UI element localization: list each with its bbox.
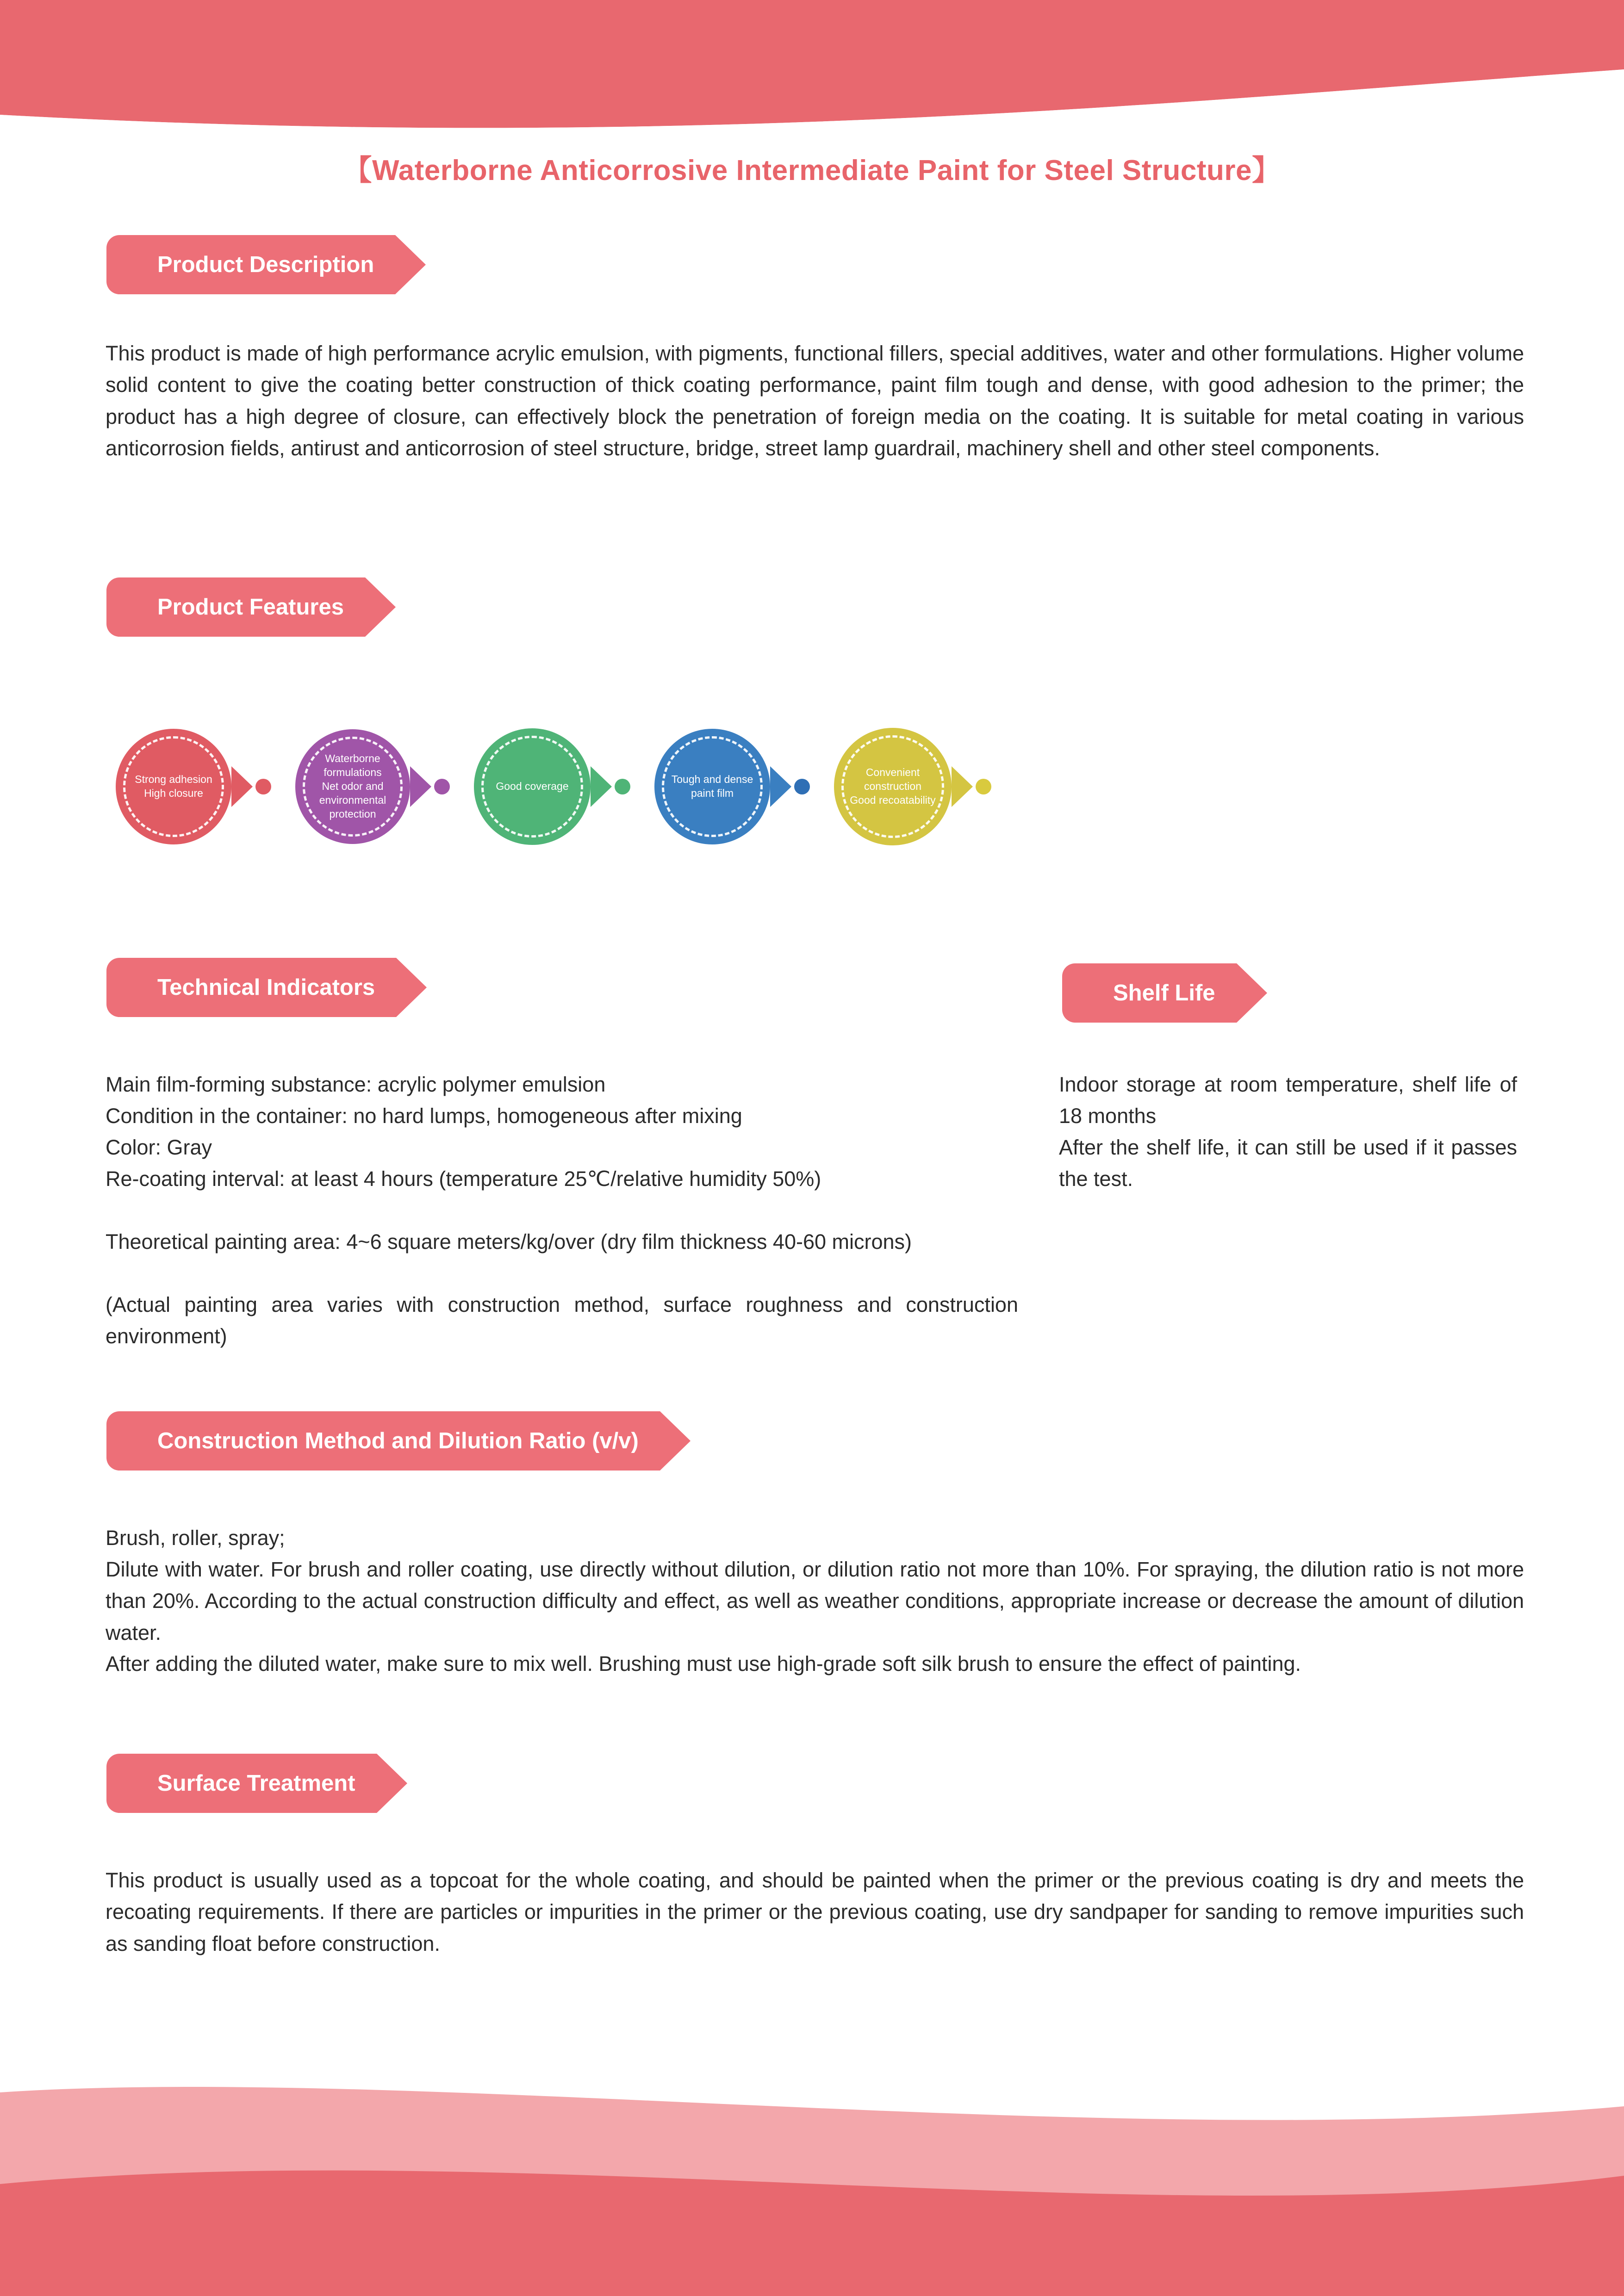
feature-label-5: Convenient construction Good recoatability: [850, 766, 936, 806]
top-wave-decoration: [0, 0, 1624, 153]
section-heading-label: Shelf Life: [1113, 980, 1215, 1005]
section-heading-label: Product Features: [157, 595, 344, 620]
bottom-wave-decoration: [0, 2037, 1624, 2296]
connector-dot-2: [434, 779, 450, 794]
technical-indicator-line-4: Re-coating interval: at least 4 hours (temperature 25℃/relative humidity 50%): [106, 1167, 821, 1191]
arrow-icon: [591, 766, 612, 807]
product-description-body: This product is made of high performance acrylic emulsion, with pigments, functional fillers, special additives, water and other formulations. Higher volume solid content to give the coating better construction of thick coating performance, paint film tough and dense, with good adhesion to the primer; the product has a high degree of closure, can effectively block the penetration of foreign media on the coating. It is suitable for metal coating in various anticorrosion fields, antirust and anticorrosion of steel structure, bridge, street lamp guardrail, machinery shell and other steel components.: [106, 341, 1524, 460]
section-heading-label: Product Description: [157, 252, 374, 277]
section-heading-construction-method: [106, 1411, 660, 1471]
shelf-life-line-2: After the shelf life, it can still be used if it passes the test.: [1059, 1136, 1517, 1191]
feature-label-2: Waterborne formulations Net odor and environmental protection: [319, 752, 386, 820]
technical-indicator-line-3: Color: Gray: [106, 1136, 212, 1159]
surface-treatment-body: This product is usually used as a topcoat for the whole coating, and should be painted when the primer or the previous coating is dry and meets the recoating requirements. If there are particles or impurities in the primer or the previous coating, use dry sandpaper for sanding to remove impurities such as sanding float before construction.: [106, 1868, 1524, 1955]
arrow-icon: [231, 766, 253, 807]
section-heading-product-features: [106, 577, 365, 637]
arrow-icon: [410, 766, 431, 807]
shelf-life-line-1: Indoor storage at room temperature, shelf life of 18 months: [1059, 1073, 1517, 1128]
connector-dot-5: [976, 779, 991, 794]
construction-method-line-2: Dilute with water. For brush and roller coating, use directly without dilution, or dilution ratio not more than 10%. For spraying, the dilution ratio is not more than 20%. According to the actual construction difficulty and effect, as well as weather conditions, appropriate increase or decrease the amount of dilution water.: [106, 1558, 1524, 1644]
section-heading-label: Construction Method and Dilution Ratio (v/v): [157, 1428, 639, 1453]
construction-method-line-3: After adding the diluted water, make sure to mix well. Brushing must use high-grade soft silk brush to ensure the effect of painting.: [106, 1652, 1301, 1675]
section-heading-surface-treatment: [106, 1754, 377, 1813]
connector-dot-4: [794, 779, 810, 794]
feature-label-3: Good coverage: [496, 780, 569, 793]
technical-indicator-line-1: Main film-forming substance: acrylic polymer emulsion: [106, 1073, 606, 1096]
feature-circle-5: [834, 728, 952, 845]
feature-circle-1: [116, 729, 231, 844]
technical-indicator-line-5: Theoretical painting area: 4~6 square meters/kg/over (dry film thickness 40-60 microns): [106, 1230, 912, 1253]
feature-circle-3: [474, 728, 591, 845]
feature-circle-4: [654, 729, 770, 844]
technical-indicator-line-2: Condition in the container: no hard lumps, homogeneous after mixing: [106, 1104, 742, 1128]
feature-label-4: Tough and dense paint film: [671, 773, 753, 799]
section-heading-shelf-life: [1062, 963, 1237, 1023]
page-title: 【Waterborne Anticorrosive Intermediate Paint for Steel Structure】: [343, 155, 1281, 186]
product-features-row: [116, 689, 1532, 884]
feature-label-1: Strong adhesion High closure: [135, 773, 212, 799]
connector-dot-1: [255, 779, 271, 794]
arrow-icon: [770, 766, 791, 807]
technical-indicator-line-6: (Actual painting area varies with construction method, surface roughness and construction environment): [106, 1293, 1018, 1348]
section-heading-technical-indicators: [106, 958, 396, 1017]
section-heading-label: Technical Indicators: [157, 975, 375, 1000]
section-heading-product-description: [106, 235, 395, 294]
feature-circle-2: [295, 729, 410, 844]
connector-dot-3: [615, 779, 630, 794]
construction-method-line-1: Brush, roller, spray;: [106, 1526, 285, 1550]
arrow-icon: [952, 766, 973, 807]
section-heading-label: Surface Treatment: [157, 1771, 355, 1796]
